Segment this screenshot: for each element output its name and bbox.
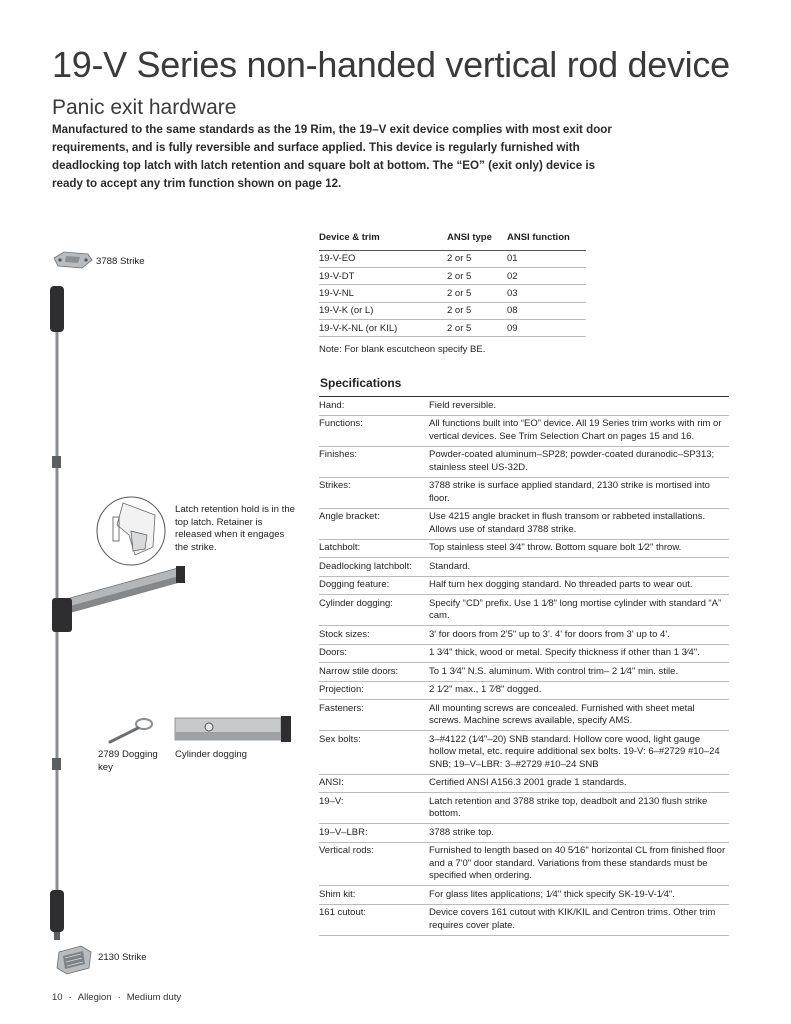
spec-label: Stock sizes: [319,628,370,640]
spec-label: Deadlocking latchbolt: [319,560,412,572]
spec-row [319,681,729,700]
device-cell: 19-V-DT [319,267,447,284]
spec-value: Certified ANSI A156.3 2001 grade 1 standards. [429,777,627,788]
cylinder-dogging-caption: Cylinder dogging [175,749,247,760]
specifications-heading: Specifications [320,376,402,390]
page-footer [52,992,187,1003]
ansi-function-cell: 01 [507,250,586,267]
device-cell: 19-V-K-NL (or KIL) [319,320,447,337]
spec-label: Fasteners: [319,702,364,714]
spec-value: All functions built into “EO” device. All 19 Series trim works with rim or vertical devices. See Trim Selection Chart on pages 15 and 16. [429,418,722,442]
spec-row [319,595,729,626]
column-header-ansi-type: ANSI type [447,225,507,250]
spec-row [319,886,729,905]
ansi-type-cell: 2 or 5 [447,285,507,302]
specifications-table [319,396,729,936]
spec-value: All mounting screws are concealed. Furnished with sheet metal screws. Machine screws available, specify AMS. [429,702,695,726]
spec-value: 2 1⁄2" max., 1 7⁄8" dogged. [429,684,542,695]
ansi-type-cell: 2 or 5 [447,302,507,319]
spec-label: Strikes: [319,480,351,491]
strike-3788-illustration [52,248,94,272]
spec-value: Powder-coated aluminum–SP28; powder-coated duranodic–SP313; stainless steel US-32D. [429,449,715,473]
spec-row [319,824,729,843]
spec-value: 3788 strike top. [429,826,494,838]
device-cell: 19-V-K (or L) [319,302,447,319]
spec-row [319,731,729,775]
footer-duty: Medium duty [126,992,182,1003]
spec-row [319,700,729,731]
intro-paragraph: Manufactured to the same standards as the 19 Rim, the 19–V exit device complies with most exit door requirements, and is fully reversible and surface applied. This device is regularly furnished with deadlocking top latch with latch retention and square bolt at bottom. The “EO” (exit only) device is ready to accept any trim function shown on page 12. [52,123,612,190]
spec-value: 3' for doors from 2'5" up to 3'. 4' for doors from 3' up to 4'. [429,628,670,640]
spec-row [319,539,729,558]
page-title: 19-V Series non-handed vertical rod device [52,44,730,85]
spec-row [319,477,729,508]
ansi-function-cell: 03 [507,285,586,302]
column-header-device: Device & trim [319,225,447,250]
spec-label: Sex bolts: [319,733,361,745]
spec-value: Use 4215 angle bracket in flush transom or rabbeted installations. Allows use of standard 3788 strike. [429,511,706,535]
footer-brand: Allegion [77,992,112,1003]
spec-value: Standard. [429,560,471,572]
spec-value: 3–#4122 (1⁄4"–20) SNB standard. Hollow core wood, light gauge hollow metal, etc. require additional sex bolts. 19-V: 6–#2729 #10–24 SNB; 19–V–LBR: 3–#2729 #10–24 SNB [429,733,720,770]
spec-row [319,397,729,416]
device-trim-table [319,225,586,337]
spec-row [319,508,729,539]
spec-value: Specify “CD” prefix. Use 1 1⁄8" long mortise cylinder with standard “A” cam. [429,597,722,621]
strike-3788-caption: 3788 Strike [96,256,145,267]
spec-value: To 1 3⁄4" N.S. aluminum. With control trim– 2 1⁄4" min. stile. [429,665,679,677]
spec-row [319,793,729,824]
spec-label: Shim kit: [319,888,356,900]
spec-value: For glass lites applications; 1⁄4" thick specify SK-19-V-1⁄4". [429,888,675,900]
spec-label: Functions: [319,418,363,429]
device-cell: 19-V-NL [319,285,447,302]
footer-separator: · [117,992,121,1003]
latch-retention-detail-illustration [95,495,167,567]
spec-row [319,558,729,577]
spec-label: Finishes: [319,449,358,460]
spec-value: Half turn hex dogging standard. No threaded parts to wear out. [429,579,693,590]
spec-label: Dogging feature: [319,579,390,590]
spec-row [319,576,729,595]
column-header-ansi-function: ANSI function [507,225,586,250]
ansi-function-cell: 09 [507,320,586,337]
spec-value: Furnished to length based on 40 5⁄16" horizontal CL from finished floor and a 7'0" door standard. Variations from these standards must be specified when ordering. [429,845,726,881]
spec-label: 161 cutout: [319,907,367,918]
spec-row [319,904,729,935]
table-row [319,302,586,319]
spec-label: Doors: [319,647,347,658]
footer-separator: · [68,992,72,1003]
spec-value: Device covers 161 cutout with KIK/KIL and Centron trims. Other trim requires cover plate. [429,907,716,931]
spec-label: ANSI: [319,777,344,788]
table-row [319,320,586,337]
table-row [319,267,586,284]
ansi-function-cell: 08 [507,302,586,319]
spec-value: Latch retention and 3788 strike top, deadbolt and 2130 flush strike bottom. [429,795,708,819]
device-table-note: Note: For blank escutcheon specify BE. [319,344,486,355]
dogging-key-illustration [106,716,156,744]
spec-value: Field reversible. [429,399,497,411]
table-row [319,285,586,302]
spec-row [319,446,729,477]
spec-label: Angle bracket: [319,511,380,522]
spec-label: 19–V: [319,795,344,807]
spec-label: 19–V–LBR: [319,826,368,838]
spec-row [319,644,729,663]
ansi-type-cell: 2 or 5 [447,250,507,267]
spec-row [319,842,729,886]
spec-value: 3788 strike is surface applied standard, 2130 strike is mortised into floor. [429,480,710,504]
spec-row [319,415,729,446]
spec-value: Top stainless steel 3⁄4" throw. Bottom square bolt 1⁄2" throw. [429,542,682,553]
spec-label: Narrow stile doors: [319,665,399,677]
ansi-type-cell: 2 or 5 [447,320,507,337]
page-subtitle: Panic exit hardware [52,96,237,119]
spec-row [319,626,729,645]
ansi-function-cell: 02 [507,267,586,284]
spec-label: Hand: [319,399,345,411]
spec-row [319,663,729,682]
device-cell: 19-V-EO [319,250,447,267]
page-number: 10 [52,992,63,1003]
table-row [319,250,586,267]
ansi-type-cell: 2 or 5 [447,267,507,284]
spec-row [319,774,729,793]
strike-2130-illustration [55,944,93,974]
dogging-key-caption: 2789 Dogging key [98,749,158,773]
vertical-rod-device-illustration [40,282,200,942]
strike-2130-caption: 2130 Strike [98,952,147,963]
cylinder-dogging-illustration [175,716,291,744]
spec-value: 1 3⁄4" thick, wood or metal. Specify thickness if other than 1 3⁄4". [429,647,700,658]
spec-label: Latchbolt: [319,542,361,553]
latch-retention-caption: Latch retention hold is in the top latch. Retainer is released when it engages the strike. [175,504,296,553]
spec-label: Vertical rods: [319,845,374,856]
table-header-row [319,225,586,250]
spec-label: Projection: [319,684,364,695]
spec-label: Cylinder dogging: [319,597,393,609]
